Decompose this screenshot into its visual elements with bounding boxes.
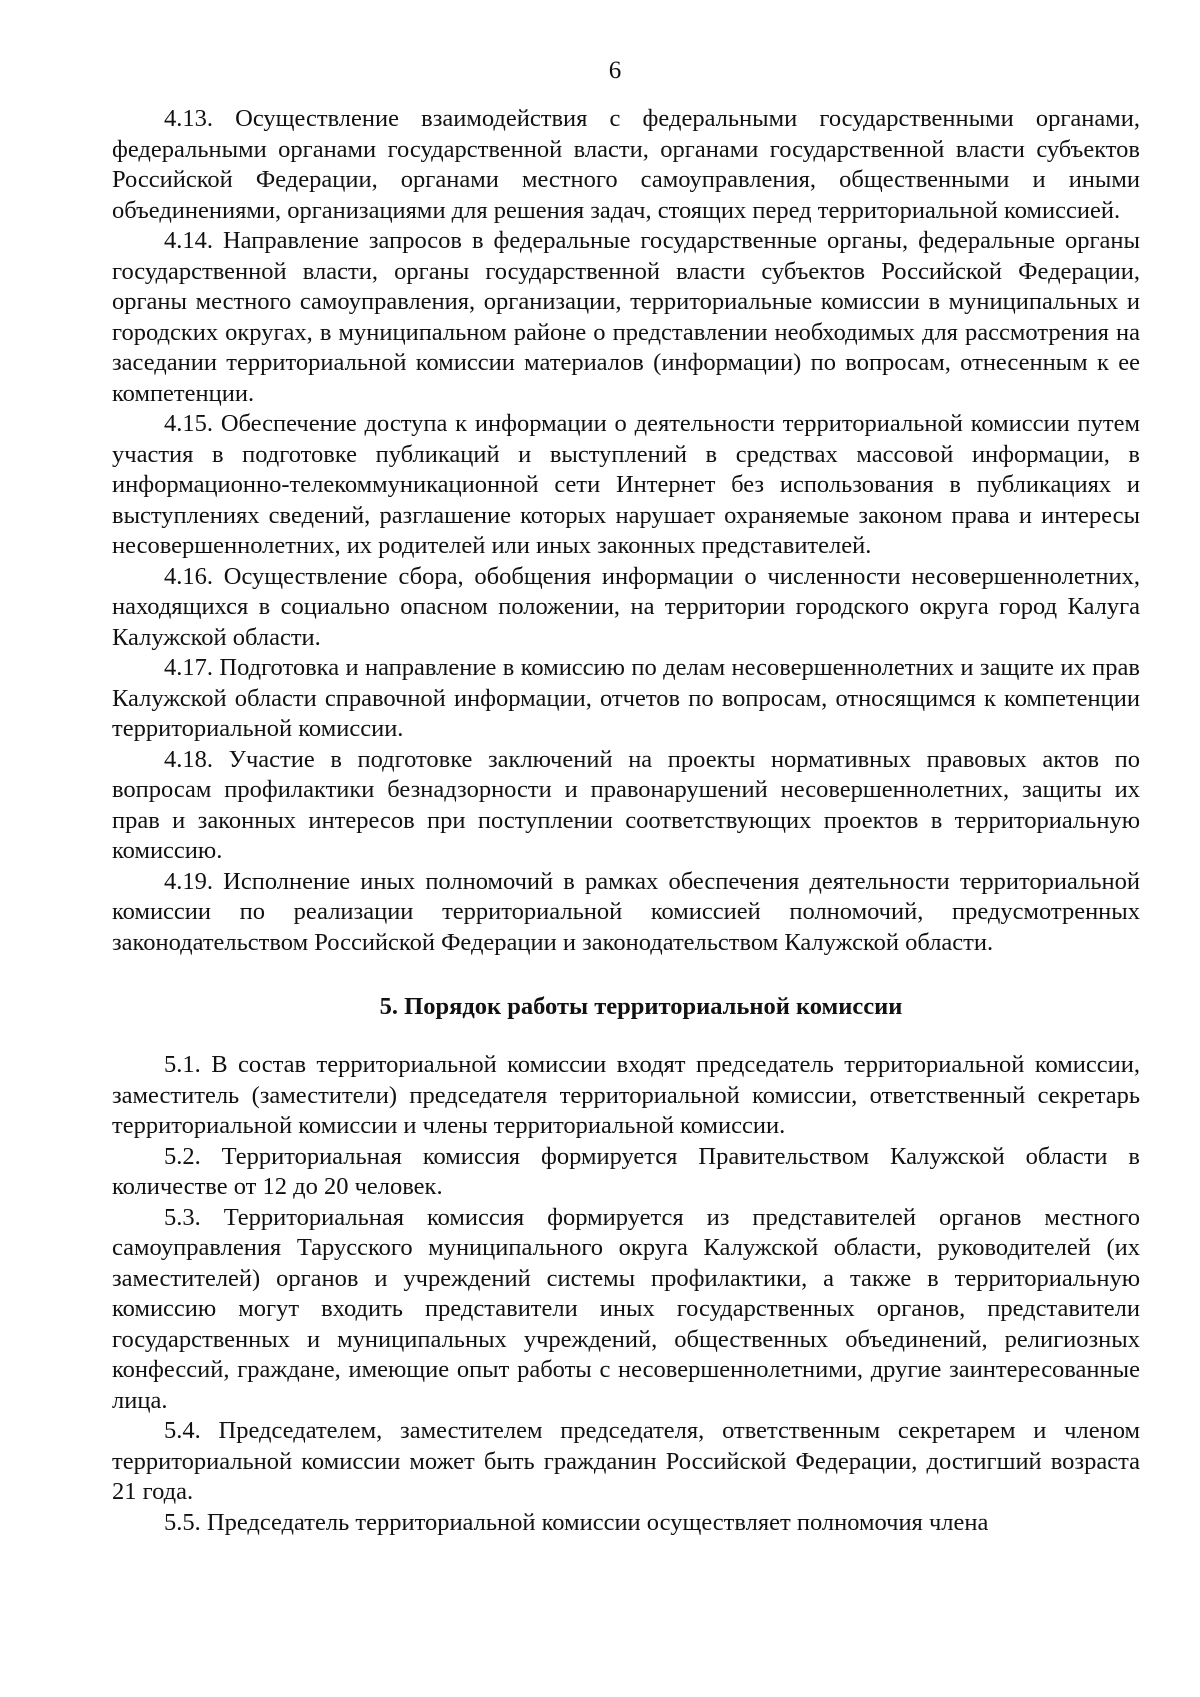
paragraph-4-17: 4.17. Подготовка и направление в комиссию по делам несовершеннолетних и защите их прав Калужской области справочной информации, отчетов по вопросам, относящимся к компетенции территориальной комиссии.	[112, 654, 1140, 742]
paragraph-5-2: 5.2. Территориальная комиссия формируется Правительством Калужской области в количестве от 12 до 20 человек.	[112, 1142, 1140, 1200]
paragraph-5-5: 5.5. Председатель территориальной комиссии осуществляет полномочия члена	[164, 1508, 989, 1536]
page-number: 6	[608, 57, 622, 84]
paragraph-4-13: 4.13. Осуществление взаимодействия с федеральными государственными органами, федеральными органами государственной власти, органами государственной власти субъектов Российской Федерации, органами местного самоуправления, общественными и иными объединениями, организациями для решения задач, стоящих перед территориальной комиссией.	[112, 105, 1140, 224]
paragraph-4-14: 4.14. Направление запросов в федеральные государственные органы, федеральные органы государственной власти, органы государственной власти субъектов Российской Федерации, органы местного самоуправления, организации, территориальные комиссии в муниципальных и городских округах, в муниципальном районе о представлении необходимых для рассмотрения на заседании территориальной комиссии материалов (информации) по вопросам, отнесенным к ее компетенции.	[112, 227, 1140, 407]
paragraph-5-4: 5.4. Председателем, заместителем председателя, ответственным секретарем и членом территориальной комиссии может быть гражданин Российской Федерации, достигший возраста 21 года.	[112, 1417, 1140, 1505]
paragraph-4-19: 4.19. Исполнение иных полномочий в рамках обеспечения деятельности территориальной комиссии по реализации территориальной комиссией полномочий, предусмотренных законодательством Российской Федерации и законодательством Калужской области.	[112, 867, 1140, 956]
document-body	[112, 104, 1140, 1538]
section-heading: 5. Порядок работы территориальной комиссии	[379, 993, 903, 1020]
paragraph-5-1: 5.1. В состав территориальной комиссии входят председатель территориальной комиссии, заместитель (заместители) председателя территориальной комиссии, ответственный секретарь территориальной комиссии и члены территориальной комиссии.	[112, 1051, 1140, 1139]
paragraph-4-16: 4.16. Осуществление сбора, обобщения информации о численности несовершеннолетних, находящихся в социально опасном положении, на территории городского округа город Калуга Калужской области.	[112, 562, 1140, 651]
paragraph-4-15: 4.15. Обеспечение доступа к информации о деятельности территориальной комиссии путем участия в подготовке публикаций и выступлений в средствах массовой информации, в информационно-телекоммуникационной сети Интернет без использования в публикациях и выступлениях сведений, разглашение которых нарушает охраняемые законом права и интересы несовершеннолетних, их родителей или иных законных представителей.	[112, 410, 1140, 559]
paragraph-5-3: 5.3. Территориальная комиссия формируется из представителей органов местного самоуправления Тарусского муниципального округа Калужской области, руководителей (их заместителей) органов и учреждений системы профилактики, а также в территориальную комиссию могут входить представители иных государственных органов, представители государственных и муниципальных учреждений, общественных объединений, религиозных конфессий, граждане, имеющие опыт работы с несовершеннолетними, другие заинтересованные лица.	[112, 1203, 1140, 1414]
paragraph-4-18: 4.18. Участие в подготовке заключений на проекты нормативных правовых актов по вопросам профилактики безнадзорности и правонарушений несовершеннолетних, защиты их прав и законных интересов при поступлении соответствующих проектов в территориальную комиссию.	[112, 745, 1140, 864]
